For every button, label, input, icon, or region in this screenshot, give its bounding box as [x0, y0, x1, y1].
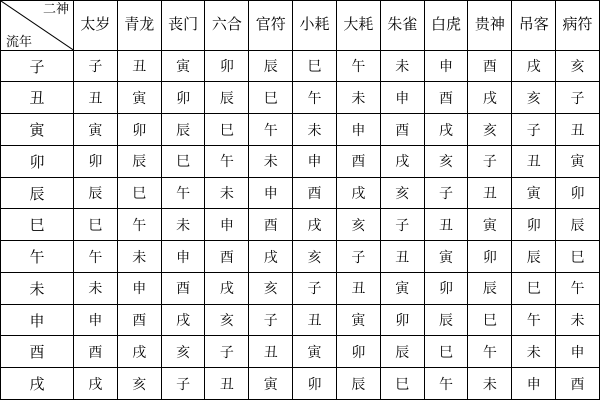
table-cell: 午 — [468, 336, 512, 368]
table-cell: 卯 — [117, 114, 161, 146]
table-cell: 未 — [293, 114, 337, 146]
table-header-row — [1, 1, 600, 51]
table-cell: 子 — [424, 177, 468, 209]
column-header-label: 大耗 — [343, 16, 374, 33]
row-header: 酉 — [1, 336, 74, 368]
table-cell: 子 — [249, 304, 293, 336]
table-cell: 辰 — [512, 241, 556, 273]
table-cell: 酉 — [249, 209, 293, 241]
table-cell: 午 — [161, 177, 205, 209]
table-cell: 亥 — [556, 50, 600, 82]
table-row — [1, 50, 600, 82]
table-cell: 亥 — [205, 304, 249, 336]
column-header-label: 吊客 — [518, 16, 549, 33]
table-cell: 辰 — [117, 145, 161, 177]
table-cell: 子 — [336, 241, 380, 273]
table-cell: 戌 — [336, 177, 380, 209]
table-cell: 申 — [293, 145, 337, 177]
table-cell: 申 — [74, 304, 118, 336]
table-cell: 未 — [336, 82, 380, 114]
table-cell: 寅 — [380, 272, 424, 304]
table-cell: 巳 — [74, 209, 118, 241]
corner-header-cell — [1, 1, 74, 51]
table-cell: 酉 — [205, 241, 249, 273]
column-header-label: 小耗 — [299, 16, 330, 33]
table-cell: 巳 — [380, 368, 424, 400]
table-cell: 巳 — [249, 82, 293, 114]
table-cell: 寅 — [512, 177, 556, 209]
column-header — [293, 1, 337, 51]
table-cell: 酉 — [74, 336, 118, 368]
table-cell: 申 — [336, 114, 380, 146]
table-cell: 未 — [161, 209, 205, 241]
table-cell: 戌 — [161, 304, 205, 336]
table-cell: 卯 — [161, 82, 205, 114]
row-header: 子 — [1, 50, 74, 82]
table-cell: 丑 — [249, 336, 293, 368]
column-header — [117, 1, 161, 51]
table-row — [1, 209, 600, 241]
table-cell: 子 — [205, 336, 249, 368]
table-cell: 亥 — [468, 114, 512, 146]
row-header: 巳 — [1, 209, 74, 241]
column-header-label: 贵神 — [474, 16, 505, 33]
table-row — [1, 368, 600, 400]
table-cell: 辰 — [556, 209, 600, 241]
table-cell: 卯 — [424, 272, 468, 304]
row-header: 午 — [1, 241, 74, 273]
table-cell: 戌 — [249, 241, 293, 273]
table-cell: 巳 — [424, 336, 468, 368]
table-cell: 未 — [249, 145, 293, 177]
table-cell: 寅 — [249, 368, 293, 400]
table-row — [1, 336, 600, 368]
table-cell: 卯 — [512, 209, 556, 241]
table-cell: 辰 — [380, 336, 424, 368]
table-cell: 丑 — [117, 50, 161, 82]
table-cell: 子 — [468, 145, 512, 177]
table-cell: 丑 — [468, 177, 512, 209]
column-header — [468, 1, 512, 51]
table-row — [1, 82, 600, 114]
table-cell: 申 — [117, 272, 161, 304]
column-header — [161, 1, 205, 51]
table-cell: 辰 — [468, 272, 512, 304]
table-cell: 戌 — [380, 145, 424, 177]
corner-top-label: 二神 — [42, 1, 69, 16]
table-cell: 子 — [380, 209, 424, 241]
table-cell: 申 — [556, 336, 600, 368]
table-cell: 酉 — [424, 82, 468, 114]
table-cell: 寅 — [117, 82, 161, 114]
table-cell: 申 — [424, 50, 468, 82]
table-cell: 酉 — [468, 50, 512, 82]
table-cell: 辰 — [249, 50, 293, 82]
row-header: 戌 — [1, 368, 74, 400]
table-row — [1, 177, 600, 209]
table-cell: 亥 — [336, 209, 380, 241]
table-cell: 戌 — [117, 336, 161, 368]
corner-bottom-label: 流年 — [6, 33, 33, 49]
table-cell: 戌 — [424, 114, 468, 146]
column-header-label: 白虎 — [431, 16, 462, 33]
row-header: 辰 — [1, 177, 74, 209]
table-cell: 寅 — [468, 209, 512, 241]
table-cell: 丑 — [293, 304, 337, 336]
column-header-label: 太岁 — [80, 16, 111, 33]
table-cell: 戌 — [205, 272, 249, 304]
table-cell: 酉 — [556, 368, 600, 400]
table-row — [1, 272, 600, 304]
table-cell: 子 — [161, 368, 205, 400]
table-cell: 酉 — [161, 272, 205, 304]
table-cell: 辰 — [205, 82, 249, 114]
table-cell: 巳 — [556, 241, 600, 273]
table-cell: 午 — [424, 368, 468, 400]
column-header-label: 丧门 — [168, 16, 199, 33]
table-cell: 辰 — [424, 304, 468, 336]
table-cell: 丑 — [512, 145, 556, 177]
table-cell: 丑 — [556, 114, 600, 146]
table-cell: 子 — [512, 114, 556, 146]
table-cell: 丑 — [380, 241, 424, 273]
table-cell: 亥 — [424, 145, 468, 177]
table-cell: 午 — [249, 114, 293, 146]
table-cell: 子 — [74, 50, 118, 82]
table-cell: 未 — [117, 241, 161, 273]
table-cell: 辰 — [336, 368, 380, 400]
column-header — [424, 1, 468, 51]
table-cell: 亥 — [512, 82, 556, 114]
column-header-label: 朱雀 — [387, 16, 418, 33]
table-cell: 未 — [380, 50, 424, 82]
table-cell: 巳 — [117, 177, 161, 209]
table-cell: 未 — [512, 336, 556, 368]
column-header-label: 青龙 — [124, 16, 155, 33]
table-cell: 戌 — [512, 50, 556, 82]
table-cell: 午 — [556, 272, 600, 304]
table-cell: 戌 — [468, 82, 512, 114]
table-cell: 辰 — [74, 177, 118, 209]
table-cell: 卯 — [556, 177, 600, 209]
table-cell: 申 — [380, 82, 424, 114]
table-cell: 午 — [205, 145, 249, 177]
column-header — [336, 1, 380, 51]
table-body — [1, 1, 600, 400]
table-cell: 午 — [117, 209, 161, 241]
table-cell: 酉 — [293, 177, 337, 209]
table-cell: 申 — [161, 241, 205, 273]
table-cell: 巳 — [205, 114, 249, 146]
table-cell: 丑 — [336, 272, 380, 304]
column-header — [380, 1, 424, 51]
table-cell: 未 — [74, 272, 118, 304]
table-cell: 辰 — [161, 114, 205, 146]
table-cell: 午 — [512, 304, 556, 336]
table-cell: 卯 — [293, 368, 337, 400]
table-cell: 巳 — [293, 50, 337, 82]
table-cell: 亥 — [117, 368, 161, 400]
column-header-label: 六合 — [211, 16, 242, 33]
table-cell: 酉 — [336, 145, 380, 177]
table-cell: 未 — [205, 177, 249, 209]
table-cell: 巳 — [512, 272, 556, 304]
table-cell: 亥 — [293, 241, 337, 273]
table-row — [1, 304, 600, 336]
row-header: 寅 — [1, 114, 74, 146]
table-cell: 子 — [556, 82, 600, 114]
table-cell: 寅 — [424, 241, 468, 273]
table-cell: 申 — [249, 177, 293, 209]
table-cell: 未 — [556, 304, 600, 336]
table-cell: 巳 — [161, 145, 205, 177]
row-header: 未 — [1, 272, 74, 304]
column-header-label: 官符 — [255, 16, 286, 33]
row-header: 卯 — [1, 145, 74, 177]
table-cell: 丑 — [424, 209, 468, 241]
table-cell: 巳 — [468, 304, 512, 336]
table-cell: 亥 — [380, 177, 424, 209]
table-cell: 戌 — [74, 368, 118, 400]
table-cell: 酉 — [117, 304, 161, 336]
table-cell: 未 — [468, 368, 512, 400]
table-row — [1, 241, 600, 273]
row-header: 申 — [1, 304, 74, 336]
table-cell: 卯 — [74, 145, 118, 177]
table-row — [1, 145, 600, 177]
column-header — [556, 1, 600, 51]
table-cell: 卯 — [380, 304, 424, 336]
row-header: 丑 — [1, 82, 74, 114]
column-header — [205, 1, 249, 51]
table-cell: 寅 — [556, 145, 600, 177]
table-cell: 午 — [74, 241, 118, 273]
column-header — [74, 1, 118, 51]
table-cell: 卯 — [468, 241, 512, 273]
table-cell: 丑 — [205, 368, 249, 400]
table-cell: 亥 — [161, 336, 205, 368]
table-cell: 寅 — [293, 336, 337, 368]
table-cell: 酉 — [380, 114, 424, 146]
table-cell: 申 — [512, 368, 556, 400]
table-cell: 丑 — [74, 82, 118, 114]
table-cell: 午 — [336, 50, 380, 82]
table-cell: 申 — [205, 209, 249, 241]
table-cell: 卯 — [205, 50, 249, 82]
table-cell: 子 — [293, 272, 337, 304]
table-cell: 亥 — [249, 272, 293, 304]
column-header — [249, 1, 293, 51]
column-header — [512, 1, 556, 51]
table-cell: 卯 — [336, 336, 380, 368]
table-cell: 午 — [293, 82, 337, 114]
table-cell: 戌 — [293, 209, 337, 241]
table-cell: 寅 — [161, 50, 205, 82]
table-row — [1, 114, 600, 146]
table-cell: 寅 — [336, 304, 380, 336]
table-cell: 寅 — [74, 114, 118, 146]
column-header-label: 病符 — [562, 16, 593, 33]
